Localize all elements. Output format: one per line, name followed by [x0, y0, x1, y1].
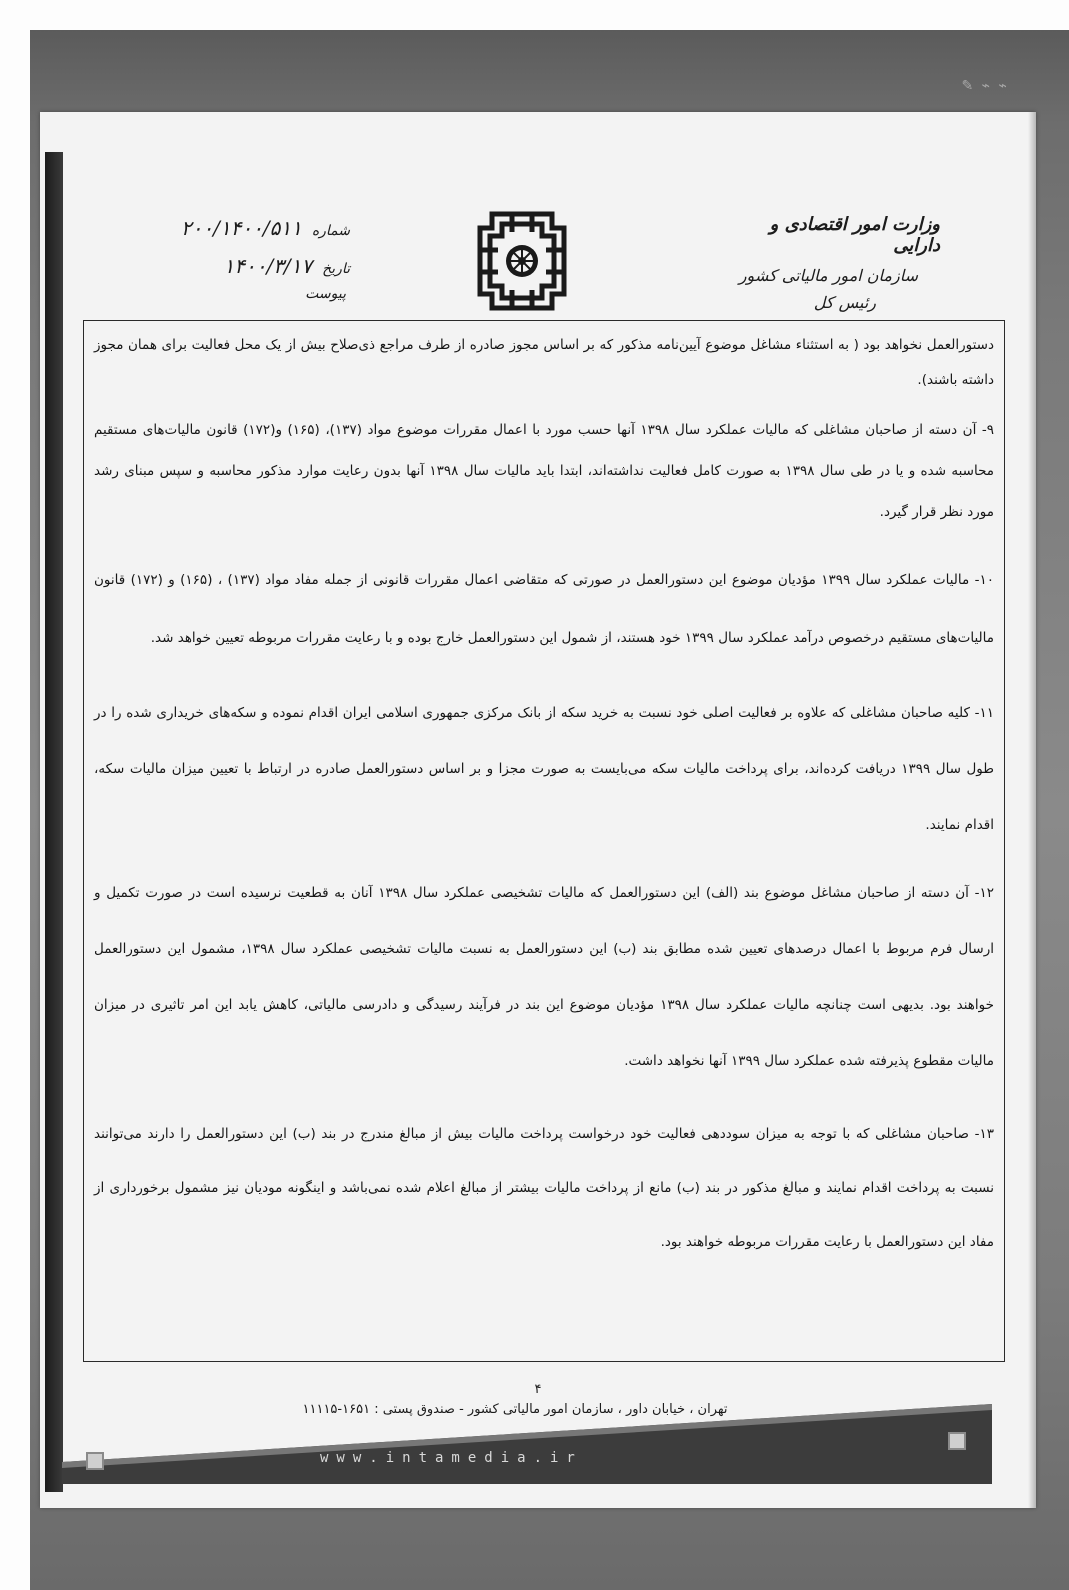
position-title: رئیس کل	[813, 293, 876, 312]
clause-13: ۱۳- صاحبان مشاغلی که با توجه به میزان سوددهی فعالیت خود درخواست پرداخت مالیات بیش از مبالغ مندرج در بند (ب) این دستورالعمل را دارند می‌توانند نسبت به پرداخت اقدام نمایند و مبالغ مذکور در بند (ب) مانع از پرداخت مالیات بیشتر از مبالغ اعلام شده نمی‌باشد و اینگونه مودیان نیز مشمول برخورداری از مفاد این دستورالعمل با رعایت مقررات مربوطه خواهند بود.	[94, 1126, 994, 1250]
ministry-name: وزارت امور اقتصادی و دارایی	[769, 214, 940, 256]
attachment-label: پیوست	[305, 286, 346, 302]
clause-11: ۱۱- کلیه صاحبان مشاغلی که علاوه بر فعالیت اصلی خود نسبت به خرید سکه از بانک مرکزی جمهوری اسلامی ایران اقدام نموده و سکه‌های خریداری شده را در طول سال ۱۳۹۹ دریافت کرده‌اند، برای پرداخت مالیات سکه می‌بایست به صورت مجزا و بر اساس دستورالعمل صادره در ارتباط با تعیین میزان مالیات سکه، اقدام نمایند.	[94, 705, 995, 833]
number-value: ۲۰۰/۱۴۰۰/۵۱۱	[180, 216, 302, 240]
number-label: شماره	[311, 223, 350, 239]
letterhead-issuer	[720, 214, 940, 312]
attachment-row	[150, 286, 350, 302]
sheet-edge-shadow	[1028, 112, 1036, 1508]
letter-reference	[150, 216, 350, 316]
letter-body	[94, 328, 994, 1281]
document-sheet	[40, 112, 1036, 1508]
clause-12: ۱۲- آن دسته از صاحبان مشاغل موضوع بند (الف) این دستورالعمل که مالیات تشخیصی عملکرد سال ۱۳۹۸ آنان به قطعیت نرسیده است در صورت تکمیل و ارسال فرم مربوط با اعمال درصدهای تعیین شده مطابق بند (ب) این دستورالعمل به نسبت مالیات تشخیصی عملکرد سال ۱۳۹۸، مشمول این دستورالعمل خواهند بود. بدیهی است چنانچه مالیات عملکرد سال ۱۳۹۸ مؤدیان موضوع این بند در فرآیند رسیدگی و دادرسی مالیاتی، کاهش یابد این امر تاثیری در میزان مالیات مقطوع پذیرفته شده عملکرد سال ۱۳۹۹ آنها نخواهد داشت.	[94, 885, 994, 1069]
clause-9: ۹- آن دسته از صاحبان مشاغلی که مالیات عملکرد سال ۱۳۹۸ آنها حسب مورد با اعمال مقررات موضوع مواد (۱۳۷)، (۱۶۵) و(۱۷۲) قانون مالیات‌های مستقیم محاسبه شده و یا در طی سال ۱۳۹۸ به صورت کامل فعالیت نداشته‌اند، ابتدا باید مالیات سال ۱۳۹۸ آنها بدون رعایت موارد مذکور محاسبه و سپس مبنای رشد مورد نظر قرار گیرد.	[94, 422, 995, 520]
letter-number-row	[150, 216, 350, 240]
clause-10: ۱۰- مالیات عملکرد سال ۱۳۹۹ مؤدیان موضوع این دستورالعمل در صورتی که متقاضی اعمال مقررات قانونی از جمله مفاد مواد (۱۳۷) ، (۱۶۵) و (۱۷۲) قانون مالیات‌های مستقیم درخصوص درآمد عملکرد سال ۱۳۹۹ خود هستند، از شمول این دستورالعمل خارج بوده و با رعایت مقررات مربوطه تعیین خواهد شد.	[94, 572, 994, 646]
date-value: ۱۴۰۰/۳/۱۷	[223, 254, 313, 278]
organization-name: سازمان امور مالیاتی کشور	[738, 266, 918, 285]
footer-square-right-icon	[948, 1432, 966, 1450]
page-number: ۴	[534, 1382, 542, 1397]
tax-organization-emblem-icon	[472, 206, 572, 316]
footer-website: www.intamedia.ir	[320, 1450, 583, 1466]
intro-paragraph: دستورالعمل نخواهد بود ( به استثناء مشاغل موضوع آیین‌نامه مذکور که بر اساس مجوز صادره از طرف مراجع ذی‌صلاح بیش از یک محل فعالیت برای همان مجوز داشته باشند).	[94, 337, 994, 388]
date-label: تاریخ	[322, 261, 350, 277]
footer-square-left-icon	[86, 1452, 104, 1470]
footer-address: تهران ، خیابان داور ، سازمان امور مالیاتی کشور - صندوق پستی : ۱۶۵۱-۱۱۱۱۵	[302, 1402, 728, 1417]
scan-mark: ✎ ⌁ ⌁	[961, 78, 1009, 94]
sheet-left-band	[45, 152, 63, 1492]
letter-date-row	[150, 254, 350, 278]
